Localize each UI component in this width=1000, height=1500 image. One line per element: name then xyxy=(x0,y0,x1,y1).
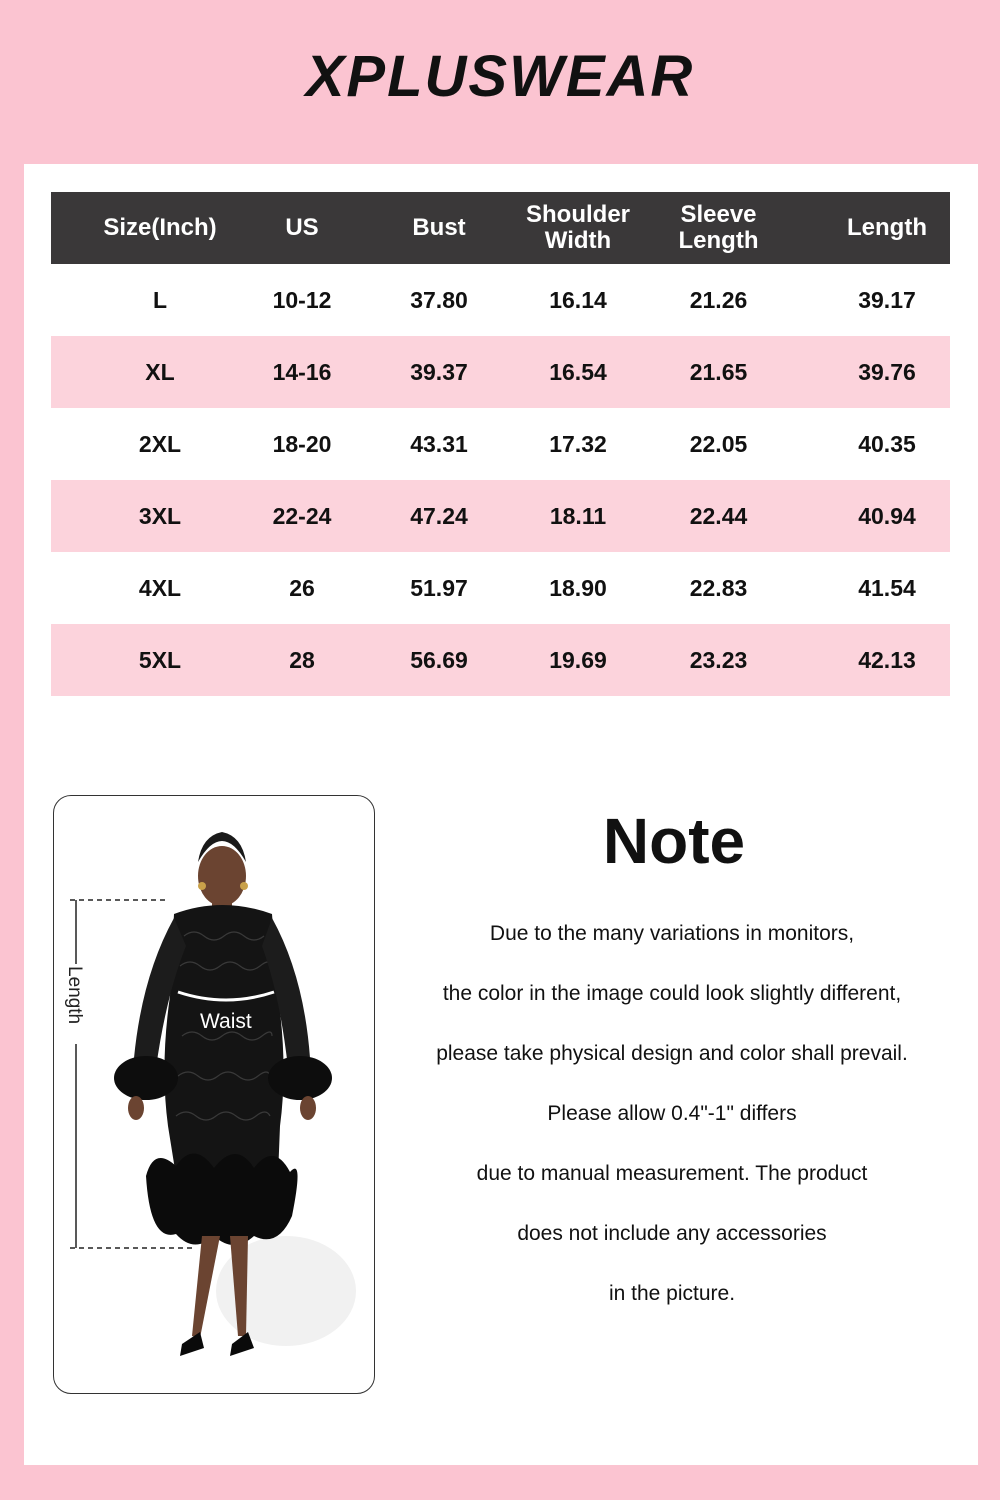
cell-length: 41.54 xyxy=(858,574,916,601)
model-figure-illustration xyxy=(54,796,374,1393)
table-header-row xyxy=(51,192,950,264)
feather-hem xyxy=(146,1153,298,1245)
cell-us: 22-24 xyxy=(272,502,332,529)
cell-bust: 51.97 xyxy=(410,574,468,601)
table-row xyxy=(51,264,950,336)
header-bust: Bust xyxy=(412,214,466,241)
table-row xyxy=(51,624,950,696)
note-line: Due to the many variations in monitors, xyxy=(489,922,855,945)
table-row xyxy=(51,408,950,480)
cell-size: 5XL xyxy=(138,646,182,673)
note-line: in the picture. xyxy=(608,1282,736,1305)
earring-right xyxy=(240,882,248,890)
cell-bust: 43.31 xyxy=(410,430,468,457)
cell-sleeve-length: 21.65 xyxy=(689,358,748,385)
cell-bust: 39.37 xyxy=(410,358,468,385)
cell-shoulder-width: 17.32 xyxy=(549,430,607,457)
cell-us: 14-16 xyxy=(272,358,332,385)
table-row xyxy=(51,480,950,552)
cell-us: 26 xyxy=(289,574,315,601)
table-row xyxy=(51,336,950,408)
cell-size: XL xyxy=(145,358,175,385)
header-sleeve-length: Sleeve Length xyxy=(678,201,759,254)
cell-size: 2XL xyxy=(138,430,182,457)
note-text xyxy=(398,914,946,1334)
note-line: does not include any accessories xyxy=(517,1222,827,1245)
cell-sleeve-length: 21.26 xyxy=(689,286,748,313)
cell-bust: 56.69 xyxy=(410,646,468,673)
waist-label: Waist xyxy=(200,1010,252,1033)
header-us: US xyxy=(285,214,319,241)
cell-length: 40.94 xyxy=(858,502,916,529)
table-body xyxy=(51,264,950,696)
cell-sleeve-length: 23.23 xyxy=(689,646,748,673)
model-figure-box xyxy=(53,795,375,1394)
length-label: Length xyxy=(64,966,85,1025)
cell-size: 3XL xyxy=(138,502,182,529)
cell-shoulder-width: 19.69 xyxy=(549,646,607,673)
cell-size: 4XL xyxy=(138,574,182,601)
cell-length: 39.17 xyxy=(858,286,916,313)
cell-us: 18-20 xyxy=(272,430,332,457)
shoe-left xyxy=(180,1332,204,1356)
cell-bust: 37.80 xyxy=(410,286,468,313)
model-head xyxy=(198,846,246,906)
brand-logo xyxy=(0,42,1000,112)
cell-shoulder-width: 18.11 xyxy=(549,502,607,529)
header-length: Length xyxy=(847,214,927,241)
note-line: please take physical design and color shall prevail. xyxy=(436,1042,908,1065)
leg-left xyxy=(192,1236,220,1338)
header-shoulder-width: Shoulder Width xyxy=(526,201,631,254)
earring-left xyxy=(198,882,206,890)
note-title: Note xyxy=(602,805,746,877)
cell-length: 39.76 xyxy=(858,358,916,385)
cell-sleeve-length: 22.83 xyxy=(689,574,748,601)
note-line: due to manual measurement. The product xyxy=(476,1162,868,1185)
cell-length: 40.35 xyxy=(858,430,916,457)
table-row xyxy=(51,552,950,624)
note-line: Please allow 0.4"-1" differs xyxy=(547,1102,797,1125)
cell-shoulder-width: 16.14 xyxy=(549,286,607,313)
header-size-inch: Size(Inch) xyxy=(103,214,217,241)
cell-length: 42.13 xyxy=(858,646,916,673)
feather-cuff-left xyxy=(114,1056,178,1100)
cell-sleeve-length: 22.05 xyxy=(689,430,748,457)
hand-left xyxy=(128,1096,144,1120)
size-table xyxy=(51,192,950,696)
cell-shoulder-width: 16.54 xyxy=(549,358,607,385)
note-line: the color in the image could look slightly different, xyxy=(442,982,902,1005)
cell-sleeve-length: 22.44 xyxy=(689,502,748,529)
cell-us: 10-12 xyxy=(272,286,332,313)
hand-right xyxy=(300,1096,316,1120)
cell-shoulder-width: 18.90 xyxy=(549,574,607,601)
brand-logo-text: XPLUSWEAR xyxy=(305,44,695,109)
cell-us: 28 xyxy=(289,646,315,673)
cell-size: L xyxy=(152,286,168,313)
feather-cuff-right xyxy=(268,1056,332,1100)
size-chart-card xyxy=(24,164,978,1465)
cell-bust: 47.24 xyxy=(410,502,468,529)
